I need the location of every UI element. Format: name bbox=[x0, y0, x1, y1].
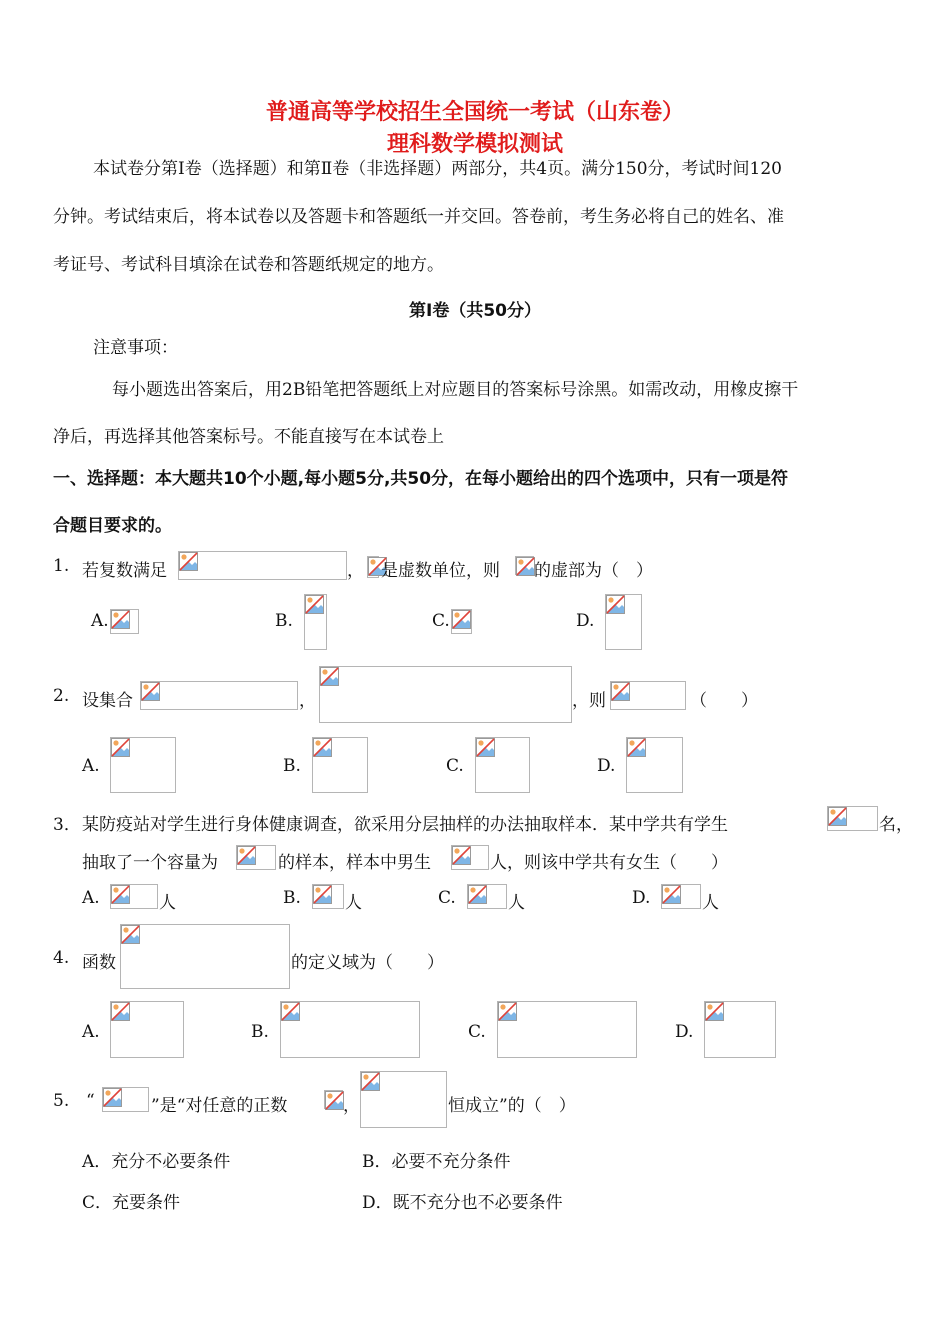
q4-number: 4. bbox=[53, 948, 70, 968]
q3-option-a-label: A. bbox=[82, 888, 100, 908]
broken-image-icon bbox=[606, 595, 625, 614]
q3-text-3: 抽取了一个容量为 bbox=[82, 853, 218, 873]
formula-image bbox=[319, 666, 572, 723]
formula-image bbox=[626, 737, 683, 793]
broken-image-icon bbox=[705, 1002, 724, 1021]
q5-text-2: ”是“对任意的正数 bbox=[151, 1096, 288, 1116]
part-heading-line-2: 合题目要求的。 bbox=[53, 516, 172, 536]
q5-text-4: 恒成立”的（ ） bbox=[448, 1096, 576, 1116]
q1-text-1: 若复数满足 bbox=[82, 561, 167, 581]
part-heading-line-1: 一、选择题：本大题共10个小题,每小题5分,共50分，在每小题给出的四个选项中，只有一项是符 bbox=[53, 469, 789, 489]
q5-text-1: “ bbox=[86, 1091, 95, 1111]
q2-text-2: ， bbox=[299, 691, 316, 711]
formula-image bbox=[120, 924, 290, 989]
notes-title: 注意事项： bbox=[93, 338, 178, 358]
q2-option-a-label: A. bbox=[82, 756, 100, 776]
formula-image bbox=[312, 884, 344, 909]
broken-image-icon bbox=[111, 1002, 130, 1021]
q2-text-3: ，则 bbox=[572, 691, 606, 711]
broken-image-icon bbox=[313, 885, 332, 904]
broken-image-icon bbox=[611, 682, 630, 701]
broken-image-icon bbox=[516, 557, 535, 576]
q1-number: 1. bbox=[53, 556, 70, 576]
q5-option-a: A．充分不必要条件 bbox=[82, 1152, 231, 1172]
formula-image bbox=[140, 681, 298, 710]
broken-image-icon bbox=[452, 610, 471, 629]
broken-image-icon bbox=[121, 925, 140, 944]
broken-image-icon bbox=[476, 738, 495, 757]
broken-image-icon bbox=[325, 1091, 344, 1110]
q1-option-d-label: D. bbox=[576, 611, 595, 631]
intro-line-1: 本试卷分第Ⅰ卷（选择题）和第Ⅱ卷（非选择题）两部分，共4页。满分150分，考试时间120 bbox=[93, 159, 782, 179]
broken-image-icon bbox=[237, 846, 256, 865]
formula-image bbox=[451, 845, 489, 870]
formula-image bbox=[605, 594, 642, 650]
broken-image-icon bbox=[468, 885, 487, 904]
broken-image-icon bbox=[141, 682, 160, 701]
q4-option-c-label: C. bbox=[468, 1022, 486, 1042]
q5-option-b: B．必要不充分条件 bbox=[362, 1152, 511, 1172]
q3-number: 3． bbox=[53, 815, 81, 835]
formula-image bbox=[304, 594, 327, 650]
formula-image bbox=[110, 1001, 184, 1058]
q1-option-b-label: B. bbox=[275, 611, 293, 631]
q3-option-c-unit: 人 bbox=[508, 893, 525, 913]
q2-text-1: 设集合 bbox=[82, 691, 133, 711]
q2-option-d-label: D. bbox=[597, 756, 616, 776]
formula-image bbox=[451, 609, 472, 634]
broken-image-icon bbox=[320, 667, 339, 686]
broken-image-icon bbox=[627, 738, 646, 757]
q5-number: 5. bbox=[53, 1091, 70, 1111]
q2-number: 2. bbox=[53, 686, 70, 706]
q3-text-2: 名， bbox=[879, 815, 913, 835]
q1-text-4: 的虚部为（ ） bbox=[534, 561, 653, 581]
section-heading: 第Ⅰ卷（共50分） bbox=[409, 301, 541, 321]
broken-image-icon bbox=[179, 552, 198, 571]
q4-option-a-label: A. bbox=[82, 1022, 100, 1042]
q2-option-c-label: C. bbox=[446, 756, 464, 776]
formula-image bbox=[827, 806, 878, 831]
q5-option-d: D．既不充分也不必要条件 bbox=[362, 1193, 563, 1213]
broken-image-icon bbox=[281, 1002, 300, 1021]
broken-image-icon bbox=[361, 1072, 380, 1091]
formula-image bbox=[661, 884, 701, 909]
q3-option-d-unit: 人 bbox=[702, 893, 719, 913]
notes-line-1: 每小题选出答案后，用2B铅笔把答题纸上对应题目的答案标号涂黑。如需改动，用橡皮擦干 bbox=[112, 380, 799, 400]
formula-image bbox=[360, 1071, 447, 1128]
q3-option-a-unit: 人 bbox=[159, 893, 176, 913]
q4-option-d-label: D. bbox=[675, 1022, 694, 1042]
formula-image bbox=[475, 737, 530, 793]
formula-image bbox=[467, 884, 507, 909]
q2-option-b-label: B. bbox=[283, 756, 301, 776]
broken-image-icon bbox=[111, 738, 130, 757]
broken-image-icon bbox=[313, 738, 332, 757]
q3-option-c-label: C. bbox=[438, 888, 456, 908]
q4-option-b-label: B. bbox=[251, 1022, 269, 1042]
formula-image bbox=[367, 556, 379, 578]
broken-image-icon bbox=[828, 807, 847, 826]
q3-option-d-label: D. bbox=[632, 888, 651, 908]
q3-text-5: 人，则该中学共有女生（ ） bbox=[490, 853, 728, 873]
formula-image bbox=[515, 556, 534, 575]
formula-image bbox=[497, 1001, 637, 1058]
q4-text-2: 的定义域为（ ） bbox=[291, 953, 444, 973]
broken-image-icon bbox=[111, 610, 130, 629]
formula-image bbox=[102, 1087, 149, 1112]
broken-image-icon bbox=[305, 595, 324, 614]
q5-option-c: C．充要条件 bbox=[82, 1193, 181, 1213]
q3-text-1: 某防疫站对学生进行身体健康调查，欲采用分层抽样的办法抽取样本．某中学共有学生 bbox=[82, 815, 728, 835]
q3-option-b-unit: 人 bbox=[345, 893, 362, 913]
formula-image bbox=[704, 1001, 776, 1058]
formula-image bbox=[312, 737, 368, 793]
broken-image-icon bbox=[103, 1088, 122, 1107]
intro-line-3: 考证号、考试科目填涂在试卷和答题纸规定的地方。 bbox=[53, 255, 444, 275]
q3-text-4: 的样本，样本中男生 bbox=[278, 853, 431, 873]
notes-line-2: 净后，再选择其他答案标号。不能直接写在本试卷上 bbox=[53, 427, 444, 447]
q1-text-2: ， bbox=[347, 561, 364, 581]
broken-image-icon bbox=[452, 846, 471, 865]
q4-text-1: 函数 bbox=[82, 953, 116, 973]
formula-image bbox=[610, 681, 686, 710]
broken-image-icon bbox=[111, 885, 130, 904]
q1-option-c-label: C. bbox=[432, 611, 450, 631]
broken-image-icon bbox=[662, 885, 681, 904]
broken-image-icon bbox=[498, 1002, 517, 1021]
formula-image bbox=[178, 551, 347, 580]
formula-image bbox=[110, 609, 139, 634]
formula-image bbox=[280, 1001, 420, 1058]
formula-image bbox=[110, 737, 176, 793]
q1-option-a-label: A. bbox=[91, 611, 109, 631]
q3-option-b-label: B. bbox=[283, 888, 301, 908]
intro-line-2: 分钟。考试结束后，将本试卷以及答题卡和答题纸一并交回。答卷前，考生务必将自己的姓名、准 bbox=[53, 207, 784, 227]
exam-title: 普通高等学校招生全国统一考试（山东卷） bbox=[265, 100, 684, 125]
formula-image bbox=[324, 1090, 343, 1109]
formula-image bbox=[236, 845, 276, 870]
exam-subtitle: 理科数学模拟测试 bbox=[386, 132, 563, 157]
q2-text-4: （ ） bbox=[690, 691, 758, 711]
q1-text-3: 是虚数单位，则 bbox=[381, 561, 500, 581]
formula-image bbox=[110, 884, 158, 909]
q5-text-3: ， bbox=[343, 1096, 360, 1116]
